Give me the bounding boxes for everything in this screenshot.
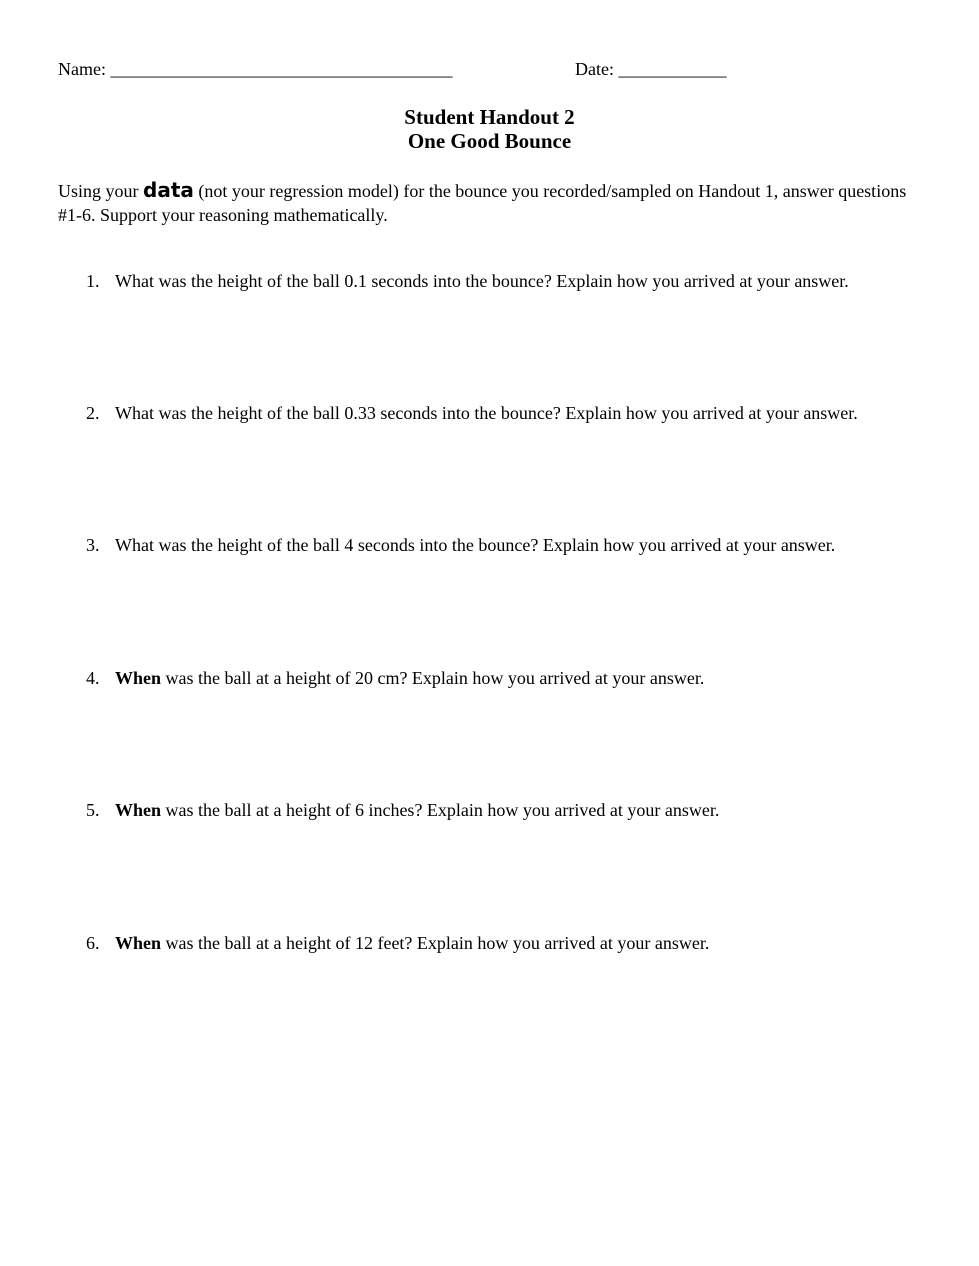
question-1 xyxy=(86,270,966,292)
name-field: Name: ______________________________________ xyxy=(58,59,453,79)
instructions-text-end: (not your regression model) for the bounce you recorded/sampled on Handout 1, answer questions #1-6. Support your reasoning mathematically. xyxy=(58,181,907,225)
question-number: 1. xyxy=(86,271,100,291)
question-4 xyxy=(86,667,966,689)
question-text: What was the height of the ball 0.33 seconds into the bounce? Explain how you arrived at your answer. xyxy=(115,403,858,423)
question-5 xyxy=(86,799,966,821)
question-number: 3. xyxy=(86,535,100,555)
date-field: Date: ____________ xyxy=(575,59,727,79)
question-text: was the ball at a height of 6 inches? Explain how you arrived at your answer. xyxy=(161,800,720,820)
question-number: 2. xyxy=(86,403,100,423)
question-number: 4. xyxy=(86,668,100,688)
question-lead-word: When xyxy=(115,668,162,688)
title-line-2: One Good Bounce xyxy=(407,129,572,153)
question-lead-word: When xyxy=(115,800,162,820)
title-line-1: Student Handout 2 xyxy=(404,105,575,129)
instructions xyxy=(58,178,918,227)
question-text: What was the height of the ball 4 seconds into the bounce? Explain how you arrived at your answer. xyxy=(115,535,836,555)
question-3 xyxy=(86,534,966,556)
question-text: was the ball at a height of 12 feet? Explain how you arrived at your answer. xyxy=(161,933,710,953)
instructions-emphasis: data xyxy=(143,178,194,202)
question-6 xyxy=(86,932,966,954)
question-lead-word: When xyxy=(115,933,162,953)
instructions-text-start: Using your xyxy=(58,181,143,201)
question-number: 5. xyxy=(86,800,100,820)
question-text: was the ball at a height of 20 cm? Explain how you arrived at your answer. xyxy=(161,668,705,688)
page-title xyxy=(0,105,979,153)
question-2 xyxy=(86,402,966,424)
question-number: 6. xyxy=(86,933,100,953)
question-text: What was the height of the ball 0.1 seconds into the bounce? Explain how you arrived at your answer. xyxy=(115,271,849,291)
